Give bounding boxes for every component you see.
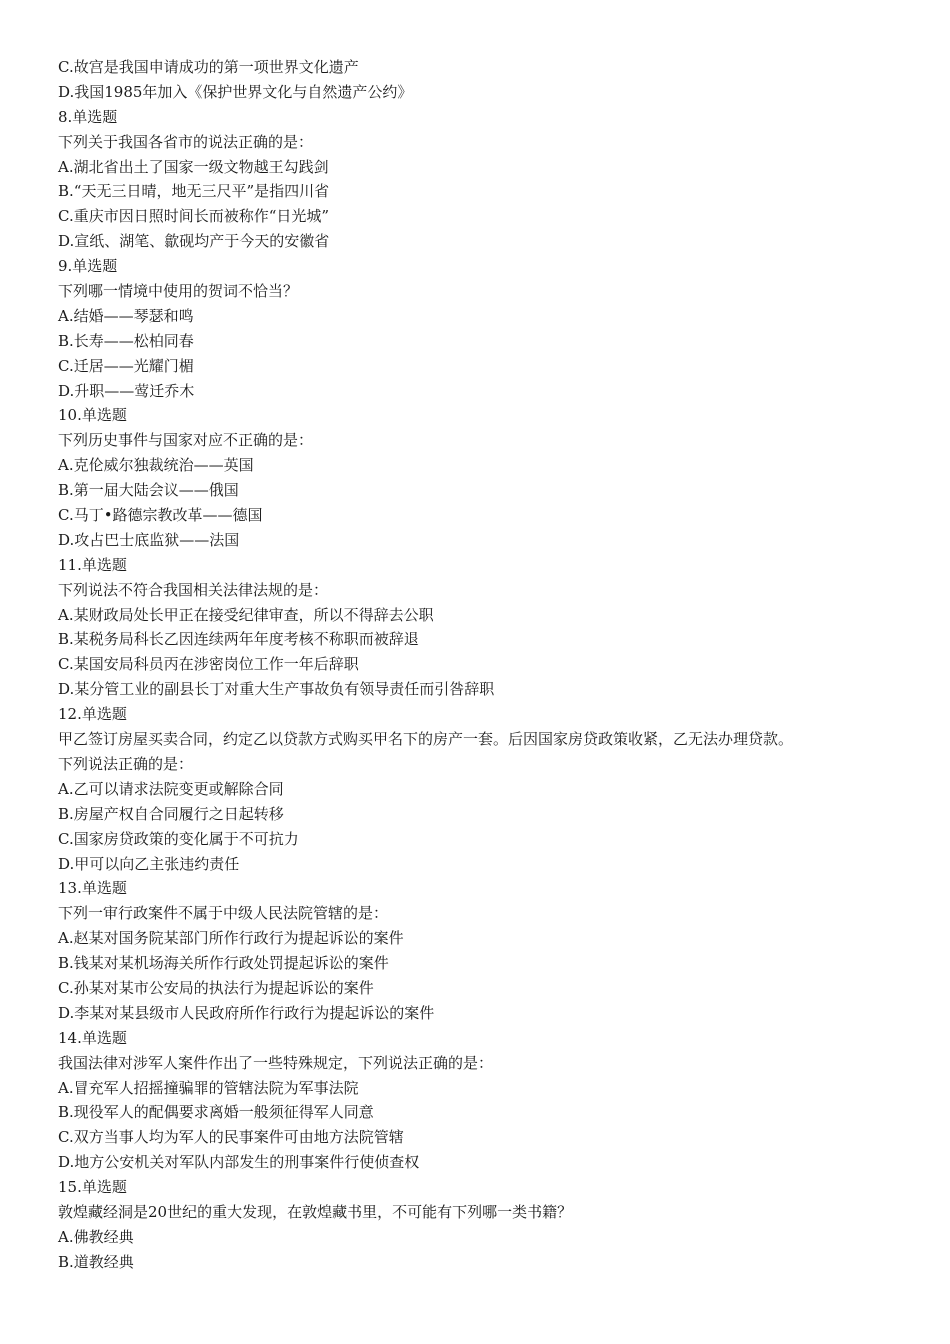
question-stem: 我国法律对涉军人案件作出了一些特殊规定，下列说法正确的是： bbox=[58, 1053, 494, 1072]
answer-option: C.迁居——光耀门楣 bbox=[58, 356, 194, 375]
answer-option: B.某税务局科长乙因连续两年年度考核不称职而被辞退 bbox=[58, 630, 419, 649]
question-stem: 下列关于我国各省市的说法正确的是： bbox=[58, 132, 314, 151]
answer-option: A.赵某对国务院某部门所作行政行为提起诉讼的案件 bbox=[58, 929, 404, 948]
answer-option: D.李某对某县级市人民政府所作行政行为提起诉讼的案件 bbox=[58, 1003, 435, 1022]
question-stem: 下列历史事件与国家对应不正确的是： bbox=[58, 431, 314, 450]
answer-option: A.乙可以请求法院变更或解除合同 bbox=[58, 779, 284, 798]
answer-option: D.甲可以向乙主张违约责任 bbox=[58, 854, 240, 873]
answer-option: C.双方当事人均为军人的民事案件可由地方法院管辖 bbox=[58, 1128, 404, 1147]
answer-option: A.冒充军人招摇撞骗罪的管辖法院为军事法院 bbox=[58, 1078, 359, 1097]
answer-option: B.长寿——松柏同春 bbox=[58, 331, 194, 350]
question-stem: 下列哪一情境中使用的贺词不恰当？ bbox=[58, 282, 299, 301]
question-stem: 敦煌藏经洞是20世纪的重大发现，在敦煌藏书里，不可能有下列哪一类书籍？ bbox=[58, 1202, 573, 1221]
question-stem: 下列说法不符合我国相关法律法规的是： bbox=[58, 580, 329, 599]
answer-option: A.佛教经典 bbox=[58, 1227, 134, 1246]
answer-option: D.升职——莺迁乔木 bbox=[58, 381, 195, 400]
answer-option: B.钱某对某机场海关所作行政处罚提起诉讼的案件 bbox=[58, 954, 389, 973]
question-header: 13.单选题 bbox=[58, 879, 127, 898]
answer-option: B.“天无三日晴，地无三尺平”是指四川省 bbox=[58, 182, 330, 201]
answer-option: D.某分管工业的副县长丁对重大生产事故负有领导责任而引咎辞职 bbox=[58, 680, 495, 699]
answer-option: C.孙某对某市公安局的执法行为提起诉讼的案件 bbox=[58, 978, 374, 997]
answer-option: A.克伦威尔独裁统治——英国 bbox=[58, 456, 254, 475]
question-header: 11.单选题 bbox=[58, 555, 127, 574]
answer-option: B.现役军人的配偶要求离婚一般须征得军人同意 bbox=[58, 1103, 374, 1122]
question-header: 15.单选题 bbox=[58, 1178, 127, 1197]
answer-option: A.某财政局处长甲正在接受纪律审查，所以不得辞去公职 bbox=[58, 605, 434, 624]
answer-option: B.第一届大陆会议——俄国 bbox=[58, 481, 239, 500]
question-header: 10.单选题 bbox=[58, 406, 127, 425]
question-header: 8.单选题 bbox=[58, 107, 118, 126]
answer-option: A.湖北省出土了国家一级文物越王勾践剑 bbox=[58, 157, 329, 176]
answer-option: C.重庆市因日照时间长而被称作“日光城” bbox=[58, 207, 330, 226]
answer-option: D.攻占巴士底监狱——法国 bbox=[58, 530, 240, 549]
question-header: 9.单选题 bbox=[58, 257, 118, 276]
answer-option: B.道教经典 bbox=[58, 1252, 134, 1271]
document-page bbox=[58, 55, 938, 1275]
answer-option: C.国家房贷政策的变化属于不可抗力 bbox=[58, 829, 299, 848]
answer-option: C.故宫是我国申请成功的第一项世界文化遗产 bbox=[58, 58, 359, 76]
answer-option: A.结婚——琴瑟和鸣 bbox=[58, 306, 194, 325]
answer-option: B.房屋产权自合同履行之日起转移 bbox=[58, 804, 284, 823]
question-stem: 下列一审行政案件不属于中级人民法院管辖的是： bbox=[58, 904, 389, 923]
answer-option: C.马丁•路德宗教改革——德国 bbox=[58, 506, 263, 525]
question-header: 12.单选题 bbox=[58, 705, 127, 724]
answer-option: C.某国安局科员丙在涉密岗位工作一年后辞职 bbox=[58, 655, 359, 674]
question-stem: 甲乙签订房屋买卖合同，约定乙以贷款方式购买甲名下的房产一套。后因国家房贷政策收紧，乙无法办理贷款。 bbox=[58, 730, 794, 749]
answer-option: D.地方公安机关对军队内部发生的刑事案件行使侦查权 bbox=[58, 1153, 420, 1172]
answer-option: D.宣纸、湖笔、歙砚均产于今天的安徽省 bbox=[58, 232, 330, 251]
question-header: 14.单选题 bbox=[58, 1028, 127, 1047]
question-stem: 下列说法正确的是： bbox=[58, 754, 194, 773]
answer-option: D.我国1985年加入《保护世界文化与自然遗产公约》 bbox=[58, 82, 413, 101]
